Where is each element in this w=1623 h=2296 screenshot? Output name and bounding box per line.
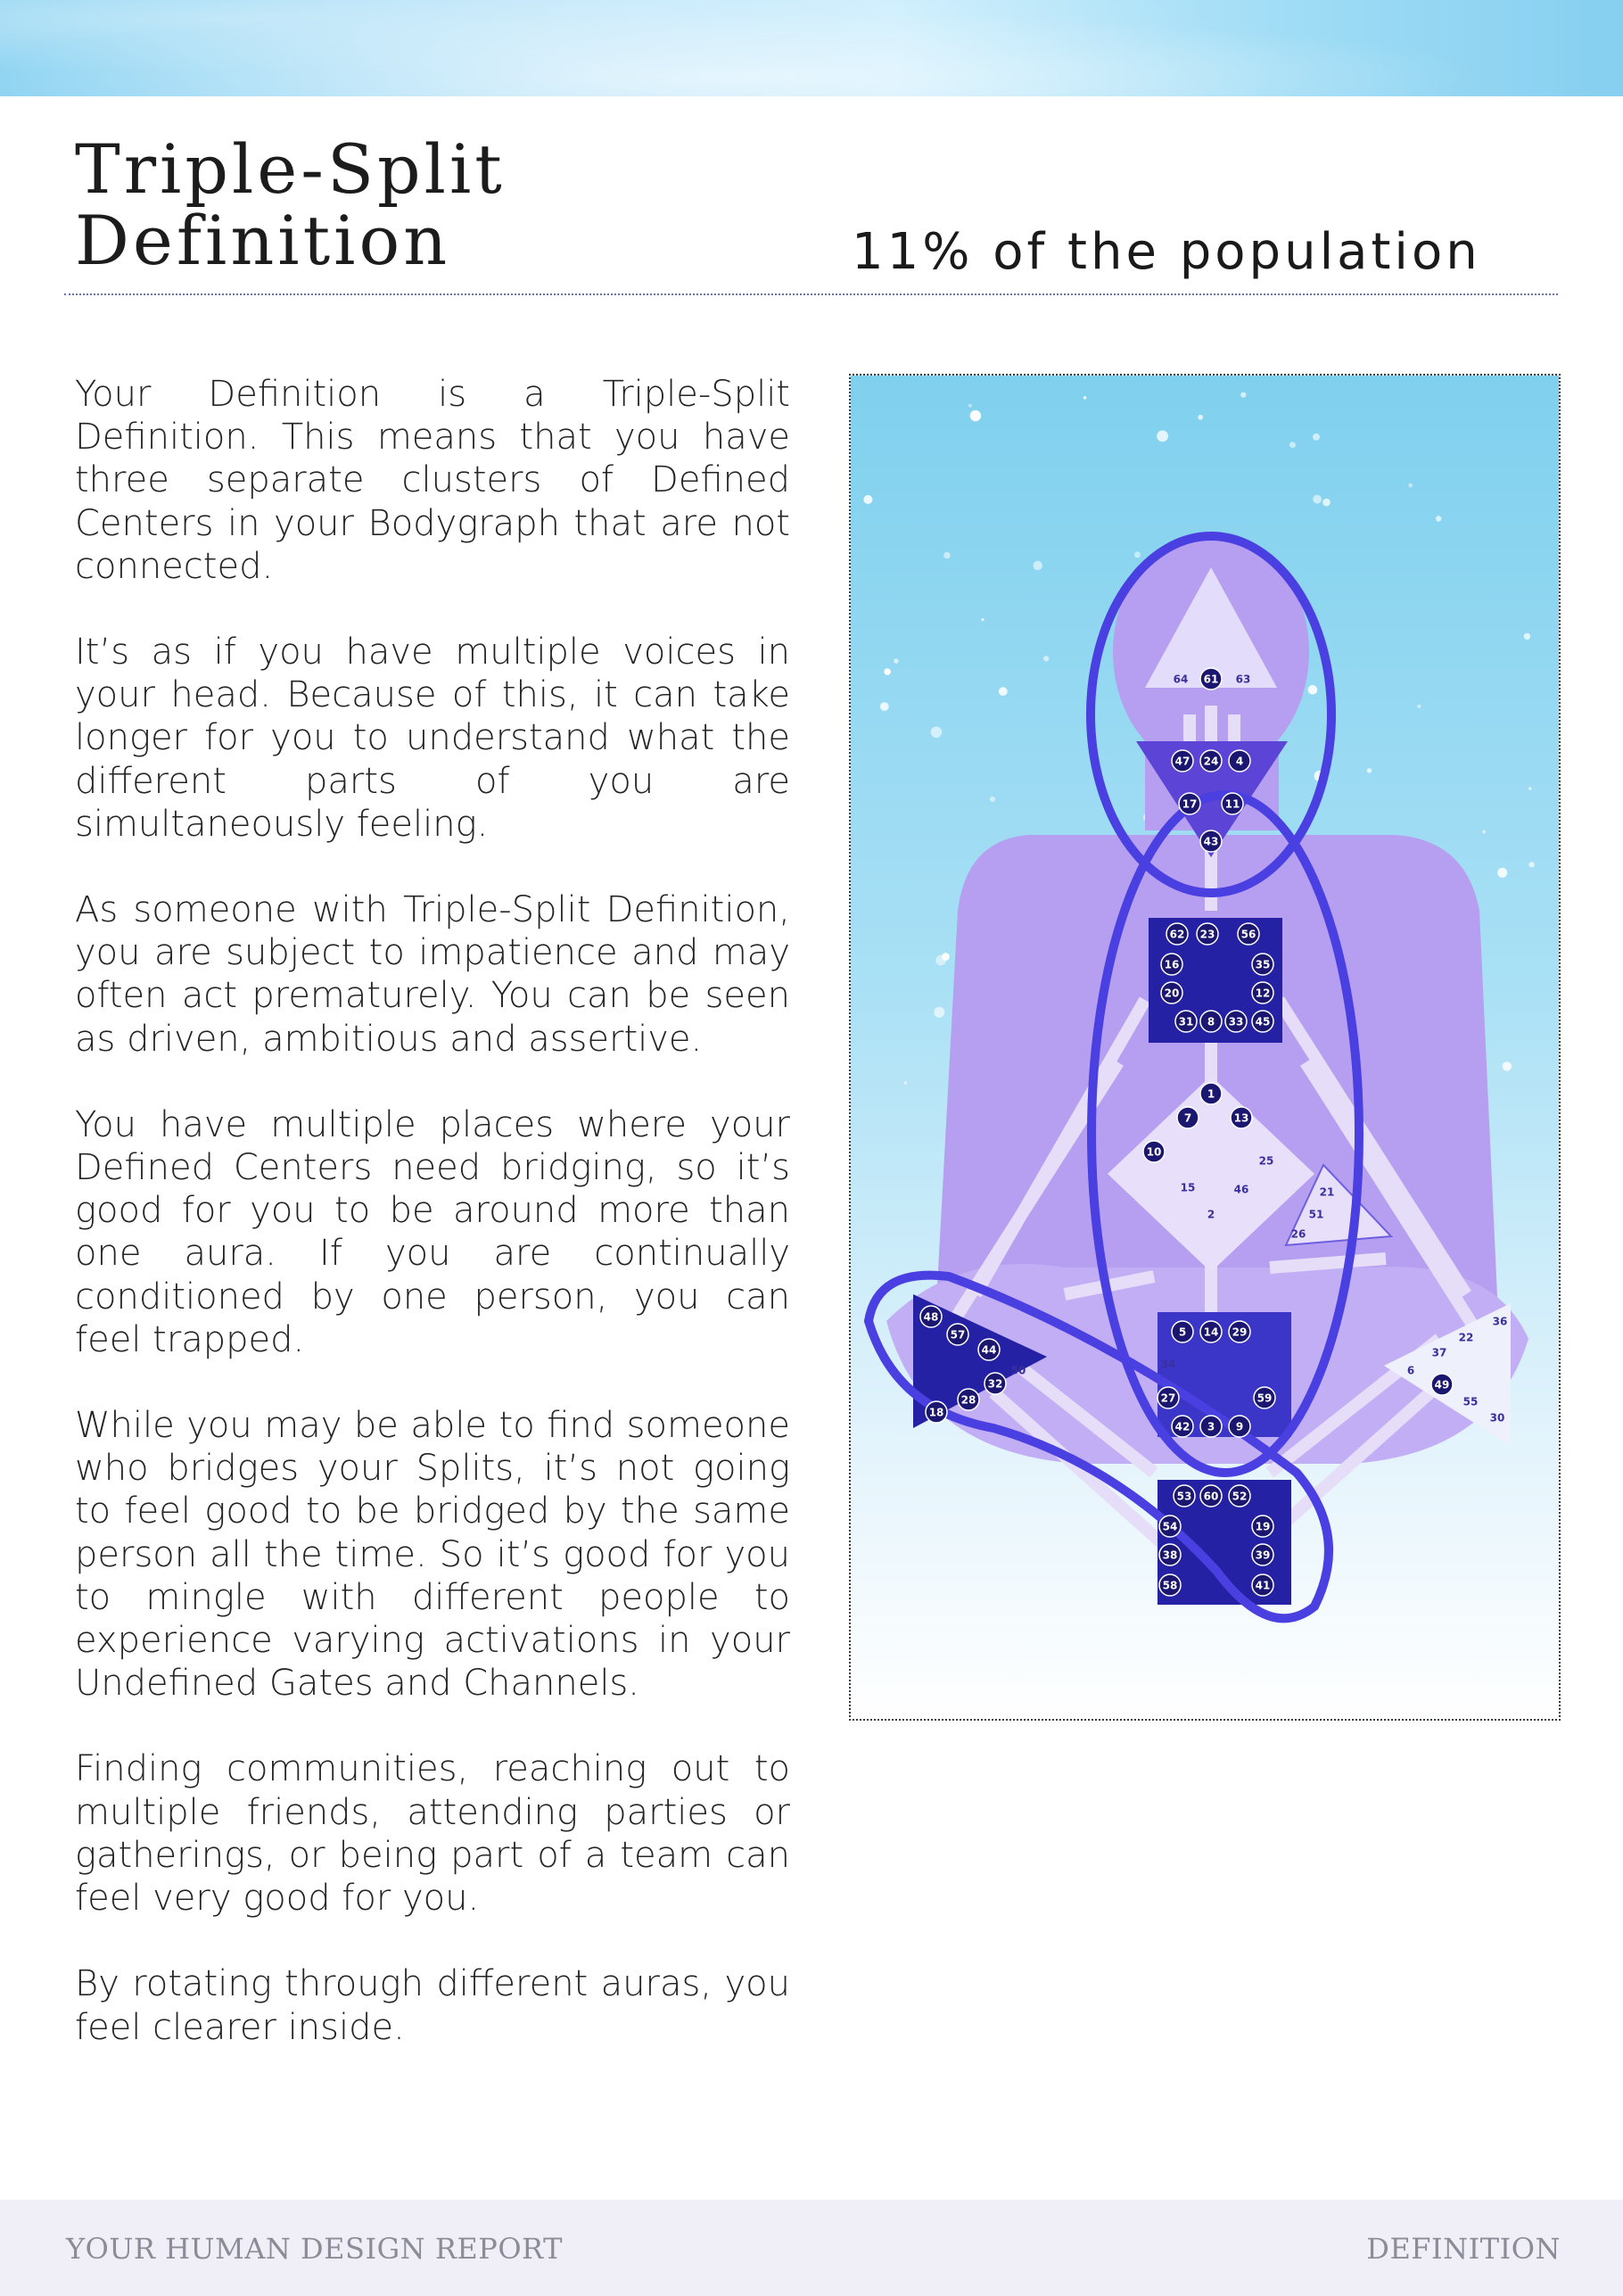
star — [1503, 1061, 1512, 1070]
gate-12 — [1252, 982, 1273, 1003]
paragraph-4: You have multiple places where your Defined Centers need bridging, so it’s good for you to be around more than one aura. If you are continually conditioned by one person, you can feel trapped. — [75, 1103, 790, 1360]
gate-label: 29 — [1232, 1326, 1248, 1339]
star — [970, 410, 981, 421]
star — [880, 702, 889, 711]
star — [1524, 633, 1530, 640]
star — [1240, 392, 1246, 398]
gate-label: 39 — [1255, 1549, 1271, 1562]
footer-bar — [0, 2200, 1623, 2296]
title-line-1: Triple-Split — [75, 129, 506, 209]
gate-label: 58 — [1162, 1579, 1178, 1592]
gate-label: 61 — [1203, 673, 1219, 686]
gate-label: 52 — [1232, 1490, 1248, 1503]
gate-label: 5 — [1178, 1326, 1187, 1339]
gate-label: 41 — [1255, 1579, 1271, 1592]
gate-18 — [926, 1401, 947, 1423]
gate-label: 45 — [1255, 1015, 1271, 1028]
gate-label: 4 — [1235, 755, 1244, 768]
top-decorative-band — [0, 0, 1623, 96]
star — [1157, 431, 1168, 442]
gate-57 — [947, 1324, 968, 1345]
star — [1528, 862, 1534, 867]
star — [1034, 561, 1042, 570]
gate-label: 8 — [1207, 1015, 1215, 1028]
paragraph-6: Finding communities, reaching out to multiple friends, attending parties or gatherings, or being part of a team can feel very good for you. — [75, 1748, 790, 1920]
gate-13 — [1231, 1107, 1252, 1128]
star — [943, 552, 951, 559]
gate-32 — [985, 1373, 1006, 1394]
gate-label: 12 — [1255, 987, 1271, 1000]
body-text — [75, 373, 790, 2049]
gate-label: 24 — [1203, 755, 1219, 768]
gate-label: 15 — [1180, 1181, 1196, 1194]
star — [990, 797, 995, 802]
gate-53 — [1174, 1485, 1195, 1507]
star — [863, 495, 872, 504]
gate-label: 22 — [1458, 1331, 1474, 1344]
gate-label: 14 — [1203, 1326, 1219, 1339]
gate-label: 57 — [950, 1328, 966, 1342]
gate-label: 26 — [1290, 1227, 1306, 1241]
paragraph-1: Your Definition is a Triple-Split Definition. This means that you have three separate clusters of Defined Centers in your Bodygraph that are not connected. — [75, 374, 790, 587]
gate-label: 18 — [928, 1406, 944, 1419]
gate-33 — [1225, 1011, 1247, 1032]
gate-9 — [1229, 1416, 1250, 1437]
star — [884, 668, 891, 675]
gate-27 — [1158, 1387, 1179, 1408]
star — [1313, 434, 1320, 441]
gate-47 — [1172, 750, 1193, 772]
gate-label: 43 — [1203, 835, 1219, 848]
gate-62 — [1166, 923, 1188, 945]
star — [1528, 787, 1531, 789]
gate-label: 1 — [1207, 1087, 1215, 1101]
footer-report-label: YOUR HUMAN DESIGN REPORT — [66, 2232, 563, 2266]
gate-label: 49 — [1434, 1378, 1450, 1392]
gate-label: 3 — [1207, 1420, 1215, 1433]
gate-61 — [1200, 668, 1222, 690]
star — [1322, 499, 1331, 507]
gate-label: 44 — [981, 1343, 997, 1357]
star — [968, 404, 972, 408]
star — [1367, 768, 1372, 772]
gate-5 — [1172, 1321, 1193, 1342]
star — [1198, 415, 1203, 420]
gate-label: 59 — [1256, 1392, 1273, 1405]
population-statistic: 11% of the population — [852, 223, 1481, 281]
gate-24 — [1200, 750, 1222, 772]
gate-label: 34 — [1160, 1358, 1176, 1371]
bodygraph-svg — [851, 376, 1559, 1719]
star — [931, 727, 943, 739]
star — [934, 1007, 944, 1018]
gate-label: 20 — [1164, 987, 1180, 1000]
gate-label: 6 — [1406, 1364, 1415, 1377]
gate-43 — [1200, 830, 1222, 852]
gate-31 — [1175, 1011, 1197, 1032]
gate-label: 25 — [1258, 1154, 1274, 1168]
star — [942, 953, 950, 961]
star — [1417, 705, 1421, 708]
gate-label: 21 — [1319, 1185, 1335, 1199]
paragraph-2: It’s as if you have multiple voices in your head. Because of this, it can take longer for you to understand what the different parts of you are simultaneously feeling. — [75, 632, 790, 845]
gate-17 — [1179, 793, 1200, 814]
gate-label: 7 — [1183, 1111, 1192, 1125]
gate-label: 23 — [1199, 928, 1215, 941]
gate-29 — [1229, 1321, 1250, 1342]
gate-label: 48 — [923, 1310, 939, 1324]
gate-label: 2 — [1207, 1208, 1215, 1221]
page-title — [75, 129, 699, 280]
gate-35 — [1252, 954, 1273, 975]
gate-label: 38 — [1162, 1549, 1178, 1562]
star — [894, 658, 898, 663]
gate-label: 46 — [1233, 1183, 1249, 1196]
star — [1043, 656, 1049, 661]
star — [1134, 551, 1141, 557]
star — [981, 618, 984, 621]
gate-59 — [1254, 1387, 1275, 1408]
gate-19 — [1252, 1516, 1273, 1537]
gate-label: 17 — [1182, 797, 1198, 811]
star — [1289, 442, 1296, 448]
gate-label: 33 — [1228, 1015, 1244, 1028]
gate-39 — [1252, 1544, 1273, 1565]
star — [1408, 483, 1413, 488]
gate-label: 63 — [1235, 673, 1251, 686]
star — [1497, 868, 1507, 878]
gate-label: 35 — [1255, 958, 1271, 971]
gate-label: 51 — [1308, 1208, 1324, 1221]
gate-10 — [1143, 1141, 1165, 1162]
gate-label: 42 — [1174, 1420, 1190, 1433]
gate-8 — [1200, 1011, 1222, 1032]
gate-label: 11 — [1224, 797, 1240, 811]
gate-label: 50 — [1010, 1364, 1026, 1377]
gate-label: 32 — [987, 1377, 1003, 1391]
header-divider — [64, 293, 1558, 295]
gate-label: 62 — [1169, 928, 1185, 941]
gate-label: 28 — [960, 1393, 976, 1407]
gate-label: 54 — [1162, 1520, 1178, 1533]
paragraph-3: As someone with Triple-Split Definition, you are subject to impatience and may often act prematurely. You can be seen as driven, ambitious and assertive. — [75, 889, 790, 1060]
star — [1313, 495, 1322, 504]
gate-label: 19 — [1255, 1520, 1271, 1533]
gate-42 — [1172, 1416, 1193, 1437]
gate-3 — [1200, 1416, 1222, 1437]
gate-23 — [1197, 923, 1218, 945]
gate-label: 47 — [1174, 755, 1190, 768]
star — [1308, 685, 1318, 695]
gate-label: 13 — [1233, 1111, 1249, 1125]
gate-label: 30 — [1489, 1411, 1505, 1425]
gate-49 — [1431, 1374, 1453, 1395]
gate-41 — [1252, 1574, 1273, 1596]
gate-label: 9 — [1235, 1420, 1244, 1433]
gate-48 — [920, 1306, 942, 1327]
paragraph-7: By rotating through different auras, you feel clearer inside. — [75, 1963, 790, 2048]
gate-1 — [1200, 1083, 1222, 1104]
gate-16 — [1161, 954, 1182, 975]
gate-label: 55 — [1462, 1395, 1479, 1408]
gate-28 — [958, 1389, 979, 1410]
star — [1482, 830, 1486, 834]
gate-7 — [1177, 1107, 1199, 1128]
bodygraph-illustration — [849, 374, 1561, 1721]
star — [999, 687, 1008, 696]
footer-section-label: DEFINITION — [1366, 2232, 1561, 2266]
gate-label: 16 — [1164, 958, 1180, 971]
gate-54 — [1159, 1516, 1181, 1537]
gate-label: 53 — [1176, 1490, 1192, 1503]
gate-52 — [1229, 1485, 1250, 1507]
gate-label: 31 — [1178, 1015, 1194, 1028]
gate-label: 27 — [1160, 1392, 1176, 1405]
gate-58 — [1159, 1574, 1181, 1596]
gate-label: 64 — [1173, 673, 1189, 686]
gate-56 — [1238, 923, 1259, 945]
gate-60 — [1200, 1485, 1222, 1507]
gate-14 — [1200, 1321, 1222, 1342]
gate-label: 56 — [1240, 928, 1256, 941]
gate-label: 10 — [1146, 1145, 1162, 1159]
gate-38 — [1159, 1544, 1181, 1565]
gate-4 — [1229, 750, 1250, 772]
star — [903, 1081, 907, 1085]
paragraph-5: While you may be able to find someone who bridges your Splits, it’s not going to feel good to be bridged by the same person all the time. So it’s good for you to mingle with different people to experience varying activations in your Undefined Gates and Channels. — [75, 1405, 790, 1705]
gate-11 — [1222, 793, 1243, 814]
gate-44 — [978, 1339, 1000, 1360]
gate-label: 37 — [1431, 1346, 1447, 1359]
gate-label: 36 — [1492, 1315, 1508, 1328]
gate-45 — [1252, 1011, 1273, 1032]
gate-label: 60 — [1203, 1490, 1219, 1503]
star — [1083, 396, 1087, 400]
title-line-2: Definition — [75, 201, 451, 280]
star — [1436, 516, 1441, 521]
gate-20 — [1161, 982, 1182, 1003]
